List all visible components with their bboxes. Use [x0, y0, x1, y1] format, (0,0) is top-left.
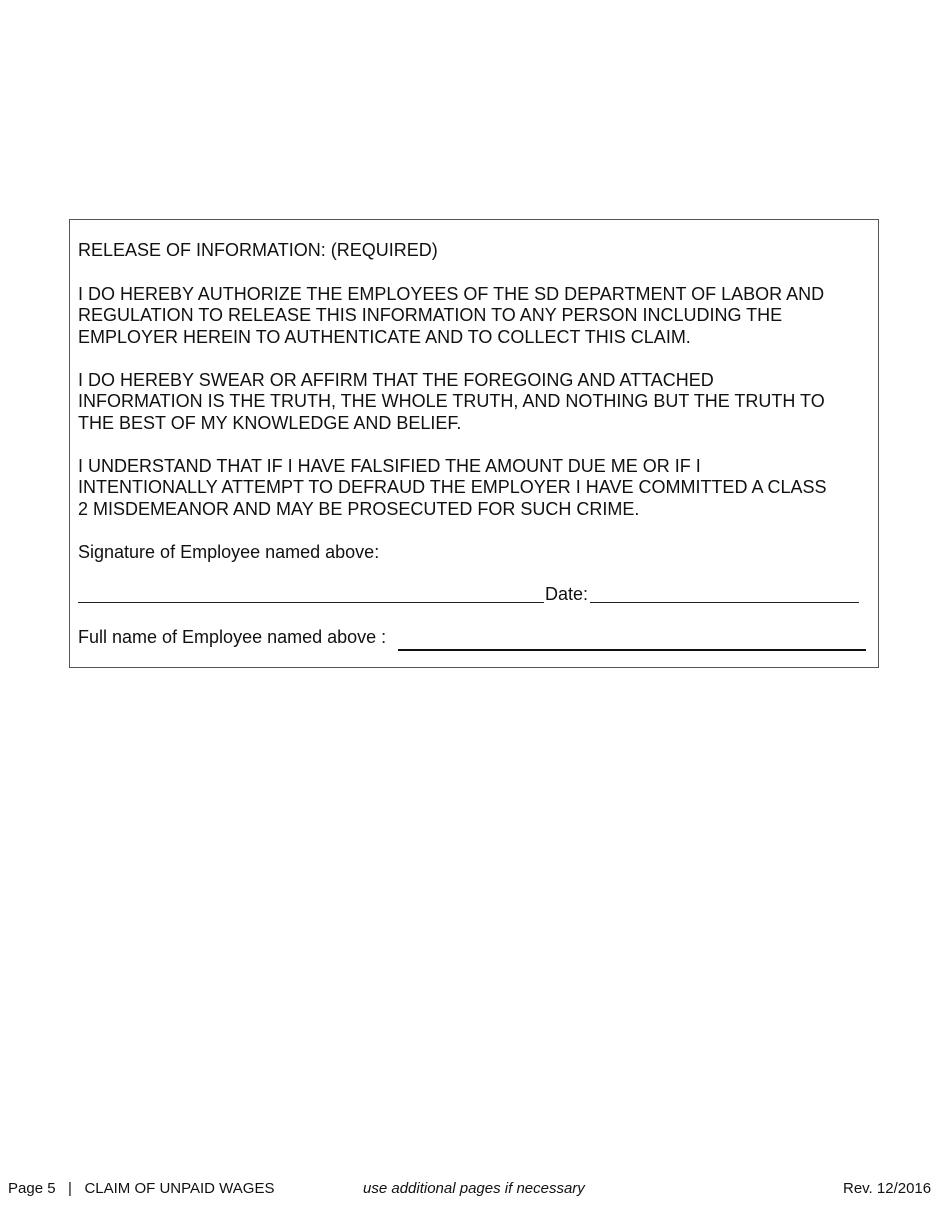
- signature-label: Signature of Employee named above:: [78, 542, 380, 562]
- date-line[interactable]: [590, 602, 859, 603]
- affirm-line: INFORMATION IS THE TRUTH, THE WHOLE TRUTH, AND NOTHING BUT THE TRUTH TO: [78, 391, 825, 412]
- understand-line: 2 MISDEMEANOR AND MAY BE PROSECUTED FOR SUCH CRIME.: [78, 498, 640, 519]
- footer-page-info: Page 5 | CLAIM OF UNPAID WAGES: [8, 1180, 275, 1197]
- affirm-line: I DO HEREBY SWEAR OR AFFIRM THAT THE FOREGOING AND ATTACHED: [78, 370, 714, 390]
- signature-date-row: [78, 584, 862, 606]
- affirm-line: THE BEST OF MY KNOWLEDGE AND BELIEF.: [78, 412, 462, 433]
- release-of-information-box: [69, 219, 879, 668]
- page-footer: [0, 1180, 950, 1200]
- authorize-line: I DO HEREBY AUTHORIZE THE EMPLOYEES OF THE SD DEPARTMENT OF LABOR AND: [78, 284, 825, 304]
- affirm-paragraph: [78, 370, 868, 434]
- authorize-line: REGULATION TO RELEASE THIS INFORMATION TO ANY PERSON INCLUDING THE: [78, 305, 783, 326]
- footer-revision: Rev. 12/2016: [843, 1180, 932, 1197]
- authorize-paragraph: [78, 284, 868, 348]
- understand-line: INTENTIONALLY ATTEMPT TO DEFRAUD THE EMPLOYER I HAVE COMMITTED A CLASS: [78, 477, 827, 498]
- authorize-line: EMPLOYER HEREIN TO AUTHENTICATE AND TO COLLECT THIS CLAIM.: [78, 326, 691, 347]
- footer-note: use additional pages if necessary: [363, 1180, 585, 1197]
- full-name-row: [78, 627, 870, 653]
- understand-paragraph: [78, 456, 868, 520]
- date-label: Date:: [545, 584, 589, 604]
- full-name-input[interactable]: [398, 627, 866, 651]
- full-name-label: Full name of Employee named above :: [78, 627, 387, 647]
- release-heading: RELEASE OF INFORMATION: (REQUIRED): [78, 240, 438, 260]
- signature-line[interactable]: [78, 602, 544, 603]
- understand-line: I UNDERSTAND THAT IF I HAVE FALSIFIED THE AMOUNT DUE ME OR IF I: [78, 456, 701, 476]
